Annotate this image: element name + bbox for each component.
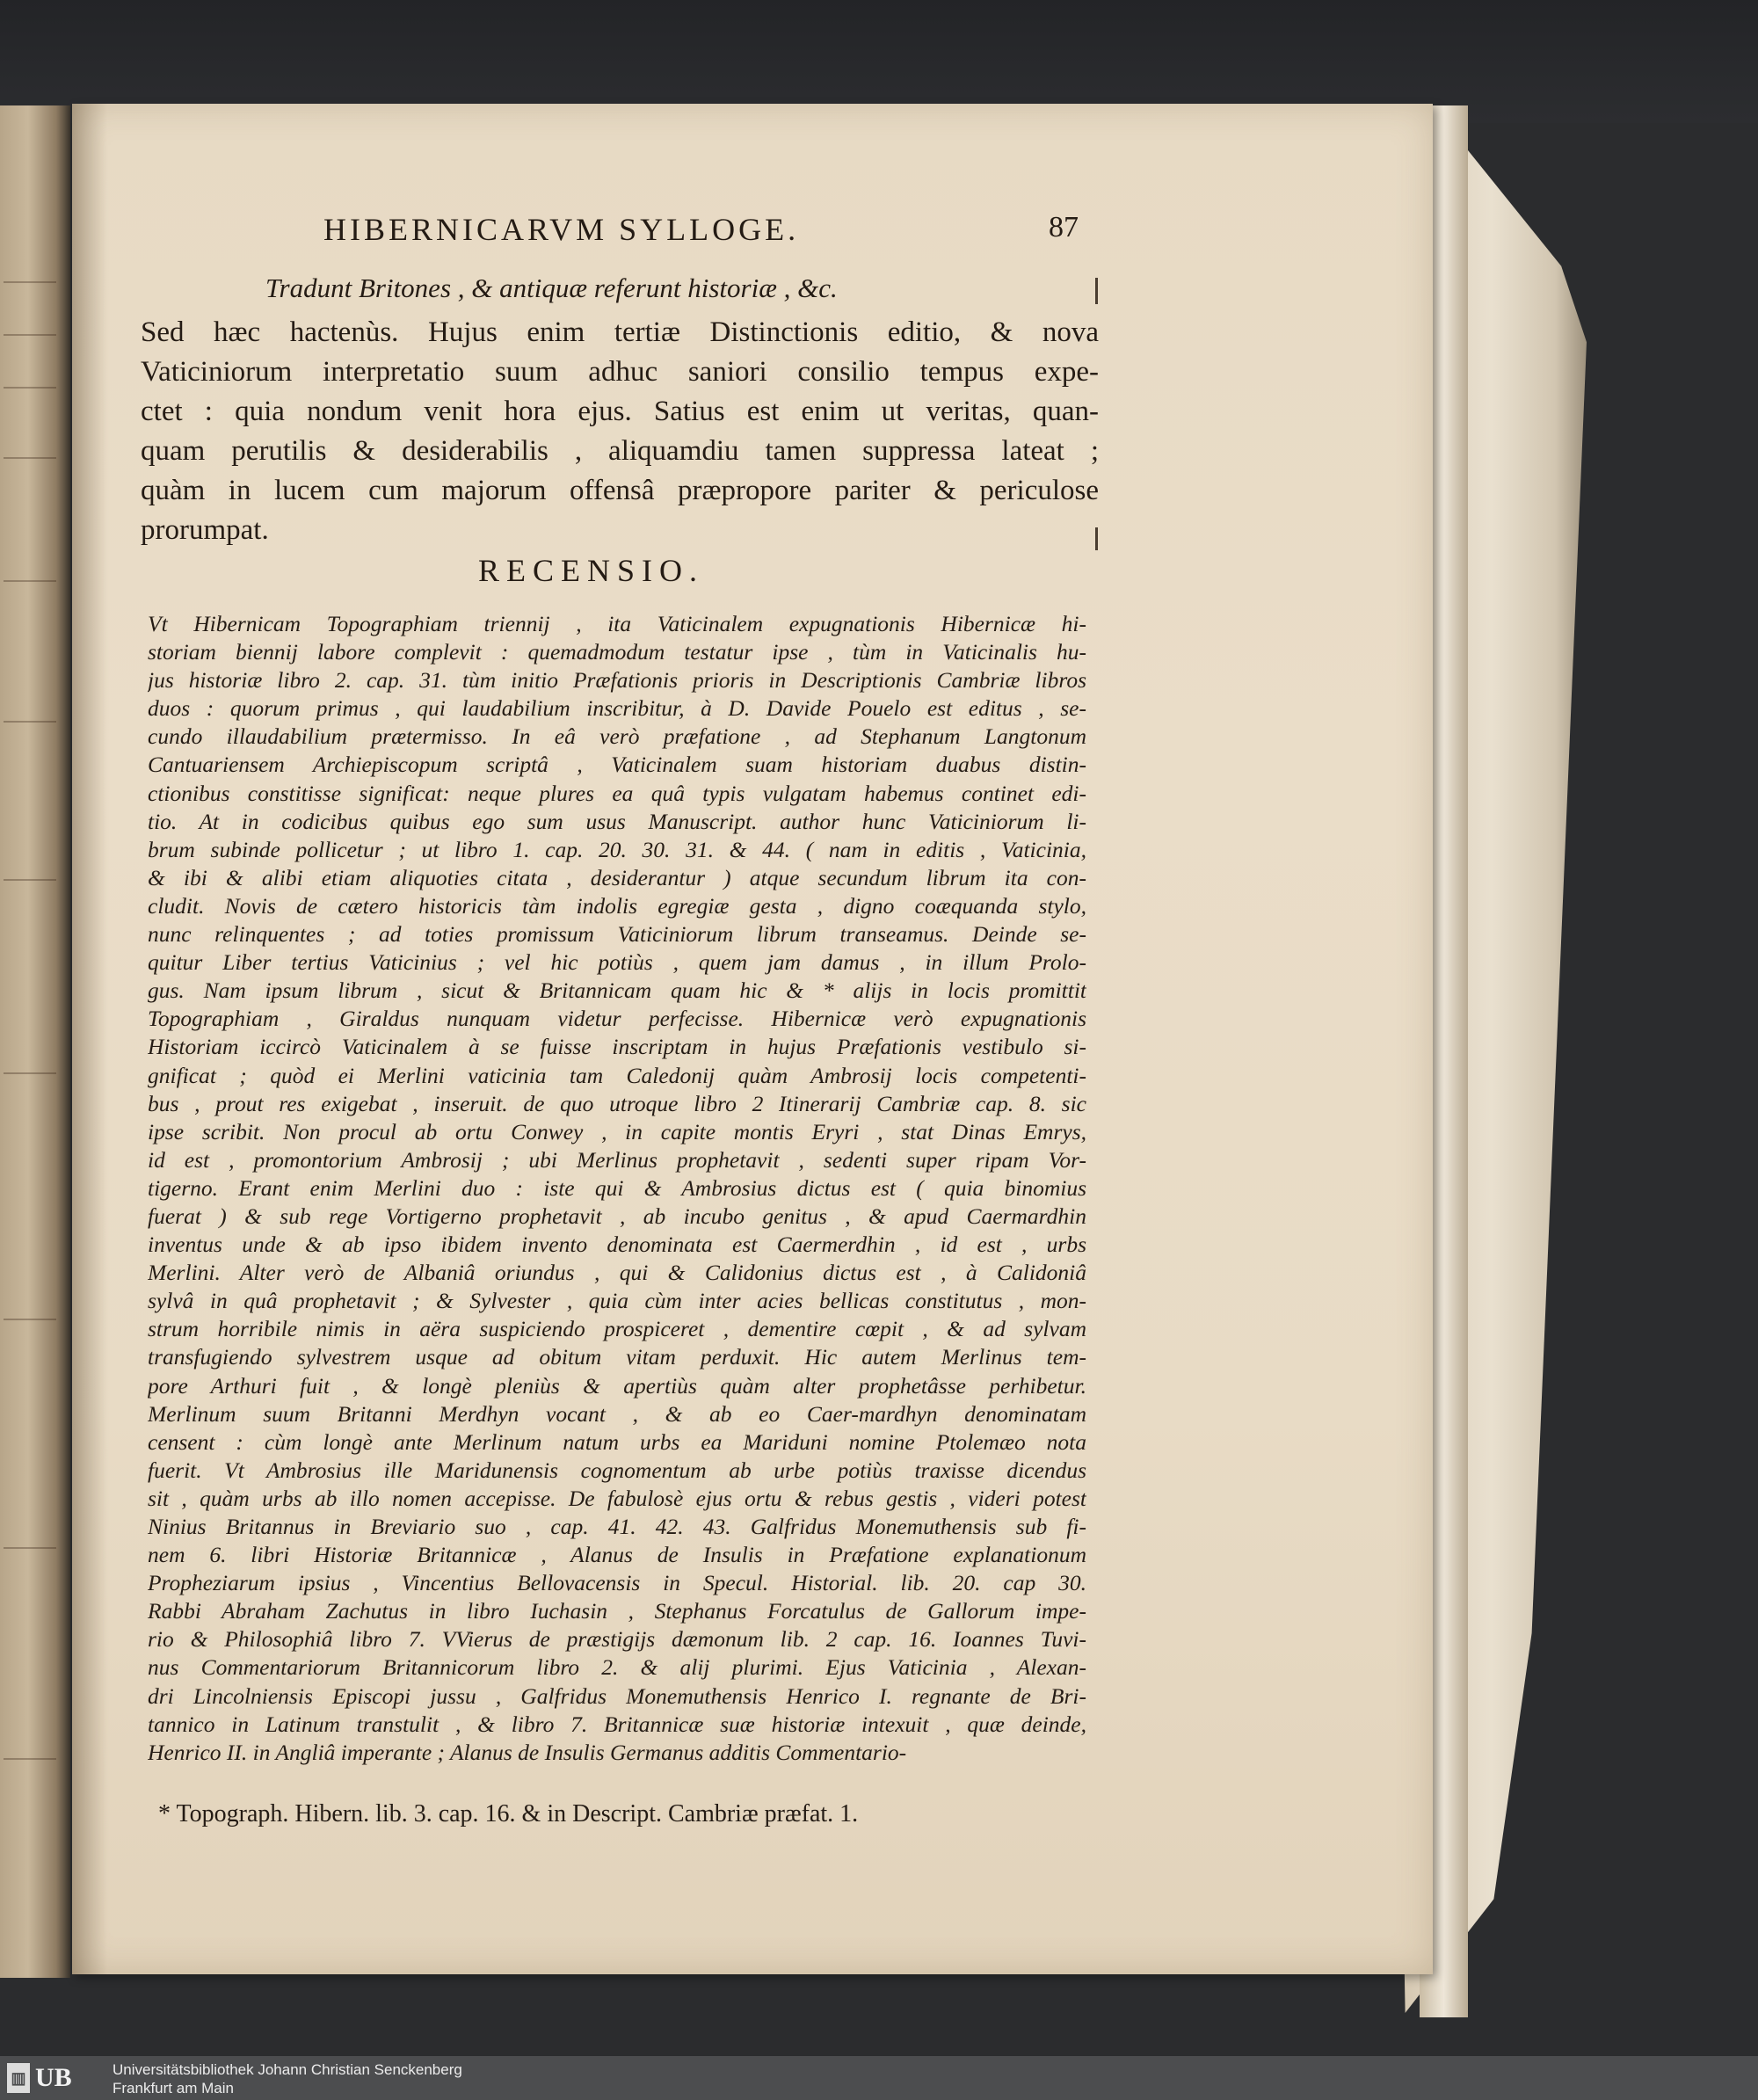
- body-line: ctionibus constitisse significat: neque plures ea quâ typis vulgatam habemus continet edi-: [148, 780, 1086, 806]
- body-line: & ibi & alibi etiam aliquoties citata , desiderantur ) atque secundum librum ita con-: [148, 864, 1086, 890]
- body-line: cludit. Novis de cætero historicis tàm indolis egregiæ gesta , digno coæquanda stylo,: [148, 892, 1086, 919]
- body-line: id est , promontorium Ambrosij ; ubi Merlinus prophetavit , sedenti super ripam Vor-: [148, 1146, 1086, 1173]
- quote-line: Tradunt Britones , & antiquæ referunt historiæ , &c.: [265, 272, 838, 303]
- footnote: * Topograph. Hibern. lib. 3. cap. 16. & in Descript. Cambriæ præfat. 1.: [158, 1800, 859, 1828]
- body-line: fuerat ) & sub rege Vortigerno prophetavit , ab incubo genitus , & apud Caermardhin: [148, 1203, 1086, 1229]
- institution-credit: [113, 2060, 462, 2097]
- left-page-text-trace: [4, 457, 56, 459]
- body-line: nus Commentariorum Britannicorum libro 2. & alij plurimi. Ejus Vaticinia , Alexan-: [148, 1654, 1086, 1681]
- library-emblem-icon: ▥: [7, 2063, 30, 2093]
- body-line: storiam biennij labore complevit : quemadmodum testatur ipse , tùm in Vaticinalis hu-: [148, 639, 1086, 665]
- institution-name: Universitätsbibliothek Johann Christian Senckenberg: [113, 2061, 462, 2078]
- body-line: duos : quorum primus , qui laudabilium inscribitur, à D. Davide Pouelo est editus , se-: [148, 695, 1086, 722]
- body-line: Merlinum suum Britanni Merdhyn vocant , & ab eo Caer-mardhyn denominatam: [148, 1400, 1086, 1427]
- body-paragraph: [148, 610, 1086, 1767]
- body-line: Propheziarum ipsius , Vincentius Bellovacensis in Specul. Historial. lib. 20. cap 30.: [148, 1570, 1086, 1596]
- body-line: sylvâ in quâ prophetavit ; & Sylvester , quia cùm inter acies bellicas constitutus , mon-: [148, 1288, 1086, 1314]
- body-line: cundo illaudabilium prætermisso. In eâ verò præfatione , ad Stephanum Langtonum: [148, 723, 1086, 750]
- body-line: nunc relinquentes ; ad toties promissum Vaticiniorum librum transeamus. Deinde se-: [148, 921, 1086, 948]
- body-line: Merlini. Alter verò de Albaniâ oriundus , qui & Calidonius dictus est , à Calidoniâ: [148, 1260, 1086, 1286]
- body-line: Historiam iccircò Vaticinalem à se fuisse inscriptam in hujus Præfationis vestibulo si-: [148, 1034, 1086, 1060]
- body-line: sit , quàm urbs ab illo nomen accepisse. De fabulosè ejus ortu & rebus gestis , videri potest: [148, 1485, 1086, 1511]
- institution-city: Frankfurt am Main: [113, 2080, 234, 2096]
- spine-shadow: [72, 104, 107, 1974]
- body-line: Rabbi Abraham Zachutus in libro Iuchasin , Stephanus Forcatulus de Gallorum impe-: [148, 1598, 1086, 1624]
- margin-mark: [1095, 527, 1098, 550]
- intro-line: Sed hæc hactenùs. Hujus enim tertiæ Distinctionis editio, & nova: [141, 316, 1099, 348]
- intro-line: quàm in lucem cum majorum offensâ præpropore pariter & periculose: [141, 475, 1099, 506]
- left-page-text-trace: [4, 879, 56, 881]
- left-page-text-trace: [4, 1319, 56, 1320]
- body-line: dri Lincolniensis Episcopi jussu , Galfridus Monemuthensis Henrico I. regnante de Bri-: [148, 1682, 1086, 1709]
- body-line: inventus unde & ab ipso ibidem invento denominata est Caermerdhin , id est , urbs: [148, 1232, 1086, 1258]
- body-line: gnificat ; quòd ei Merlini vaticinia tam Caledonij quàm Ambrosij locis competenti-: [148, 1062, 1086, 1088]
- left-page-text-trace: [4, 387, 56, 389]
- intro-line: prorumpat.: [141, 514, 269, 546]
- left-page-text-trace: [4, 281, 56, 283]
- body-line: nem 6. libri Historiæ Britannicæ , Alanus de Insulis in Præfatione explanationum: [148, 1542, 1086, 1568]
- left-page-text-trace: [4, 1547, 56, 1549]
- body-line: Henrico II. in Angliâ imperante ; Alanus de Insulis Germanus additis Commentario-: [148, 1739, 907, 1765]
- body-line: rio & Philosophiâ libro 7. VVierus de præstigijs dæmonum lib. 2 cap. 16. Ioannes Tuvi-: [148, 1626, 1086, 1653]
- intro-line: quam perutilis & desiderabilis , aliquamdiu tamen suppressa lateat ;: [141, 435, 1099, 467]
- left-page-text-trace: [4, 721, 56, 723]
- body-line: ipse scribit. Non procul ab ortu Conwey , in capite montis Eryri , stat Dinas Emrys,: [148, 1118, 1086, 1144]
- left-page-edge: [0, 105, 70, 1978]
- body-line: quitur Liber tertius Vaticinius ; vel hic potiùs , quem jam damus , in illum Prolo-: [148, 949, 1086, 976]
- left-page-text-trace: [4, 1072, 56, 1074]
- left-page-text-trace: [4, 334, 56, 336]
- body-line: brum subinde pollicetur ; ut libro 1. cap. 20. 30. 31. & 44. ( nam in editis , Vaticinia,: [148, 836, 1086, 862]
- body-line: bus , prout res exigebat , inseruit. de quo utroque libro 2 Itinerarij Cambriæ cap. 8. sic: [148, 1090, 1086, 1116]
- body-line: transfugiendo sylvestrem usque ad obitum vitam perduxit. Hic autem Merlinus tem-: [148, 1344, 1086, 1370]
- section-heading: RECENSIO.: [478, 553, 705, 588]
- body-line: strum horribile nimis in aëra suspiciendo prospiceret , dementire cœpit , & ad sylvam: [148, 1316, 1086, 1342]
- left-page-text-trace: [4, 580, 56, 582]
- intro-line: ctet : quia nondum venit hora ejus. Satius est enim ut veritas, quan-: [141, 396, 1099, 427]
- body-line: tio. At in codicibus quibus ego sum usus Manuscript. author hunc Vaticiniorum li-: [148, 808, 1086, 834]
- body-line: Ninius Britannus in Breviario suo , cap. 41. 42. 43. Galfridus Monemuthensis sub fi-: [148, 1514, 1086, 1539]
- body-line: jus historiæ libro 2. cap. 31. tùm initio Præfationis prioris in Descriptionis Cambriæ libros: [148, 667, 1086, 694]
- body-line: gus. Nam ipsum librum , sicut & Britannicam quam hic & * alijs in locis promittit: [148, 977, 1086, 1004]
- library-logo: [7, 2060, 95, 2096]
- body-line: tannico in Latinum transtulit , & libro 7. Britannicæ suæ historiæ intexuit , quæ deinde,: [148, 1711, 1086, 1737]
- page-number: 87: [1049, 211, 1079, 243]
- body-line: censent : cùm longè ante Merlinum natum urbs ea Mariduni nomine Ptolemæo nota: [148, 1428, 1086, 1455]
- left-page-text-trace: [4, 1758, 56, 1760]
- intro-line: Vaticiniorum interpretatio suum adhuc saniori consilio tempus expe-: [141, 356, 1099, 388]
- body-line: pore Arthuri fuit , & longè pleniùs & apertiùs quàm alter prophetâsse perhibetur.: [148, 1372, 1086, 1399]
- body-line: Cantuariensem Archiepiscopum scriptâ , Vaticinalem suam historiam duabus distin-: [148, 752, 1086, 778]
- body-line: fuerit. Vt Ambrosius ille Maridunensis cognomentum ab urbe potiùs traxisse dicendus: [148, 1457, 1086, 1483]
- body-line: tigerno. Erant enim Merlini duo : iste qui & Ambrosius dictus est ( quia binomius: [148, 1174, 1086, 1201]
- margin-mark: [1095, 278, 1098, 304]
- body-line: Topographiam , Giraldus nunquam videtur perfecisse. Hibernicæ verò expugnationis: [148, 1006, 1086, 1032]
- intro-paragraph: [141, 313, 1099, 550]
- body-line: Vt Hibernicam Topographiam triennij , ita Vaticinalem expugnationis Hibernicæ hi-: [148, 611, 1086, 636]
- running-title: HIBERNICARVM SYLLOGE.: [323, 212, 800, 247]
- logo-text: UB: [35, 2063, 72, 2092]
